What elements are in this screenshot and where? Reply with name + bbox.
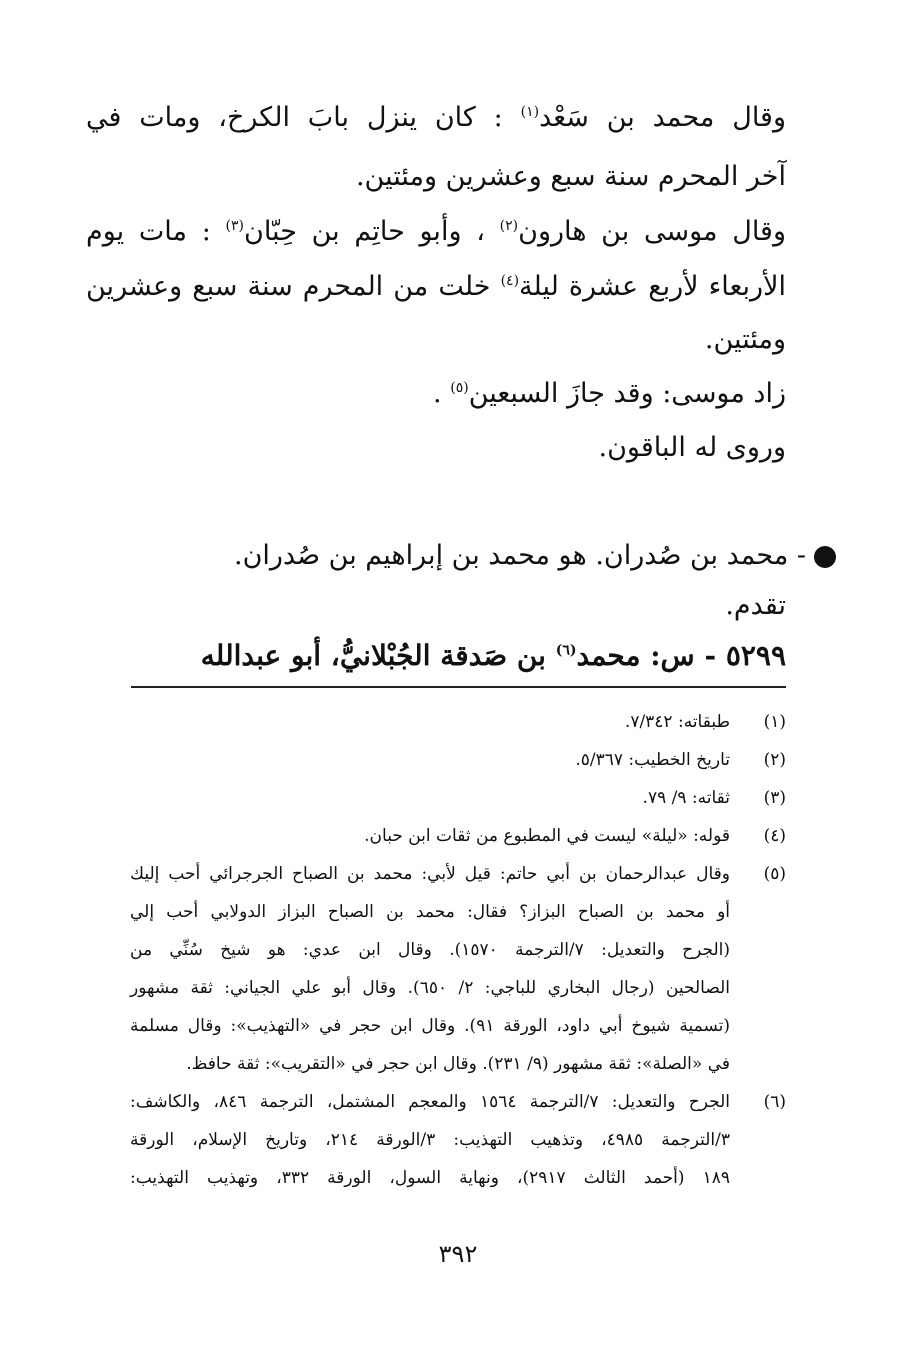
footnote-number: (٤) bbox=[763, 826, 786, 846]
footnote-text: أو محمد بن الصباح البزاز؟ فقال: محمد بن الصباح البزاز الدولابي أحب إلي bbox=[130, 902, 730, 922]
footnote-text: ٣/الترجمة ٤٩٨٥، وتذهيب التهذيب: ٣/الورقة ٢١٤، وتاريخ الإسلام، الورقة bbox=[130, 1130, 731, 1150]
footnote-number: (٣) bbox=[763, 788, 786, 808]
footnote-text: ١٨٩ (أحمد الثالث ٢٩١٧)، ونهاية السول، الورقة ٣٣٢، وتهذيب التهذيب: bbox=[130, 1168, 730, 1188]
footnote-text: الجرح والتعديل: ٧/الترجمة ١٥٦٤ والمعجم المشتمل، الترجمة ٨٤٦، والكاشف: bbox=[130, 1092, 730, 1112]
footnote bbox=[0, 704, 916, 740]
entry-heading: ٥٢٩٩ - س: محمد$^{(٦)}$ بن صَدقة الجُبْلانيُّ، أبو عبدالله bbox=[200, 639, 786, 672]
text-line: آخر المحرم سنة سبع وعشرين ومئتين. bbox=[355, 161, 786, 192]
footnote-number: (١) bbox=[763, 712, 786, 732]
footnote-divider bbox=[131, 686, 786, 688]
footnote bbox=[0, 818, 916, 854]
footnote-text: قوله: «ليلة» ليست في المطبوع من ثقات ابن حبان. bbox=[364, 826, 730, 846]
text-line: ومئتين. bbox=[704, 324, 786, 355]
page-number: ٣٩٢ bbox=[438, 1240, 478, 1268]
footnote-text: (تسمية شيوخ أبي داود، الورقة ٩١). وقال ابن حجر في «التهذيب»: وقال مسلمة bbox=[130, 1016, 730, 1036]
footnote-ref[interactable]: (٥) bbox=[450, 380, 469, 396]
footnote-ref[interactable]: (٣) bbox=[225, 218, 244, 234]
footnote-text: طبقاته: ٧/٣٤٢. bbox=[624, 712, 730, 732]
footnote-number: (٢) bbox=[763, 750, 786, 770]
text-line: زاد موسى: وقد جازَ السبعين$^{(٥)}$ . bbox=[433, 378, 786, 409]
text-line: وقال موسى بن هارون$^{(٢)}$ ، وأبو حاتِم بن حِبّان$^{(٣)}$ : مات يوم bbox=[86, 216, 786, 247]
footnote-text: في «الصلة»: ثقة مشهور (٩/ ٢٣١). وقال ابن حجر في «التقريب»: ثقة حافظ. bbox=[186, 1054, 730, 1074]
text-line: تقدم. bbox=[725, 590, 786, 621]
text-line: وقال محمد بن سَعْد$^{(١)}$ : كان ينزل بابَ الكرخ، ومات في bbox=[86, 102, 786, 133]
text-line: وروى له الباقون. bbox=[598, 432, 786, 463]
footnote bbox=[0, 1084, 916, 1204]
footnote-ref[interactable]: (٦) bbox=[555, 642, 577, 659]
footnote-text: ثقاته: ٩/ ٧٩. bbox=[642, 788, 730, 808]
footnote bbox=[0, 780, 916, 816]
bullet-icon bbox=[814, 546, 836, 568]
footnote-text: (الجرح والتعديل: ٧/الترجمة ١٥٧٠). وقال ابن عدي: هو شيخ سُنِّي من bbox=[130, 940, 730, 960]
footnote-ref[interactable]: (١) bbox=[520, 104, 540, 120]
footnote-text: الصالحين (رجال البخاري للباجي: ٢/ ٦٥٠). وقال أبو علي الجياني: ثقة مشهور bbox=[130, 978, 730, 998]
entry-crossref: - محمد بن صُدران. هو محمد بن إبراهيم بن صُدران. bbox=[234, 536, 836, 576]
footnote bbox=[0, 856, 916, 1086]
footnote-number: (٥) bbox=[763, 864, 786, 884]
footnote-text: تاريخ الخطيب: ٥/٣٦٧. bbox=[575, 750, 730, 770]
footnote-ref[interactable]: (٤) bbox=[500, 273, 520, 289]
footnote-text: وقال عبدالرحمان بن أبي حاتم: قيل لأبي: محمد بن الصباح الجرجرائي أحب إليك bbox=[130, 864, 730, 884]
footnote-number: (٦) bbox=[763, 1092, 786, 1112]
text-line: الأربعاء لأربع عشرة ليلة$^{(٤)}$ خلت من المحرم سنة سبع وعشرين bbox=[86, 271, 786, 302]
footnote bbox=[0, 742, 916, 778]
footnote-ref[interactable]: (٢) bbox=[499, 218, 519, 234]
